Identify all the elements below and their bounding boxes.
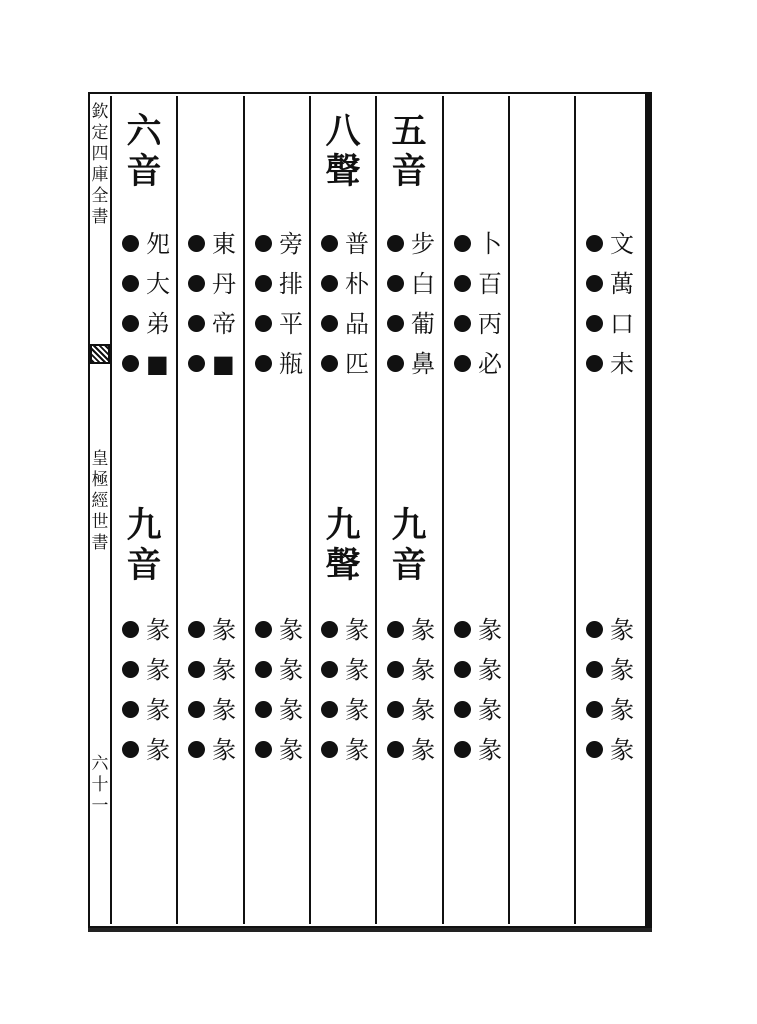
table-row xyxy=(377,652,441,688)
table-row xyxy=(444,612,508,648)
fishtail-mark xyxy=(90,334,110,374)
table-row xyxy=(245,266,309,302)
bullet-dot-icon xyxy=(122,621,139,638)
bullet-dot-icon xyxy=(255,741,272,758)
margin-page-number: 六 十 一 xyxy=(91,754,109,816)
character-cell: 彖 xyxy=(345,696,369,724)
character-cell: 彖 xyxy=(279,616,303,644)
table-row xyxy=(178,346,242,382)
bullet-dot-icon xyxy=(255,621,272,638)
bullet-dot-icon xyxy=(188,315,205,332)
table-row xyxy=(311,266,375,302)
bullet-dot-icon xyxy=(255,315,272,332)
table-row xyxy=(576,226,640,262)
bullet-dot-icon xyxy=(188,661,205,678)
bullet-dot-icon xyxy=(454,275,471,292)
margin-book-title: 皇 極 經 世 書 xyxy=(91,449,109,553)
bullet-dot-icon xyxy=(586,235,603,252)
table-row xyxy=(444,346,508,382)
table-row xyxy=(112,266,176,302)
character-cell: 普 xyxy=(345,230,369,258)
bottom-edge xyxy=(88,928,652,932)
column-1 xyxy=(110,96,176,924)
bullet-dot-icon xyxy=(586,661,603,678)
bullet-dot-icon xyxy=(122,315,139,332)
bullet-dot-icon xyxy=(255,275,272,292)
bullet-dot-icon xyxy=(188,701,205,718)
bullet-dot-icon xyxy=(586,621,603,638)
character-cell: 彖 xyxy=(610,656,634,684)
character-cell: 彖 xyxy=(212,616,236,644)
bullet-dot-icon xyxy=(255,235,272,252)
bullet-dot-icon xyxy=(586,315,603,332)
bullet-dot-icon xyxy=(321,355,338,372)
bullet-dot-icon xyxy=(321,235,338,252)
table-row xyxy=(444,692,508,728)
character-cell: 彖 xyxy=(146,656,170,684)
bullet-dot-icon xyxy=(387,315,404,332)
table-row xyxy=(245,732,309,768)
table-row xyxy=(178,306,242,342)
character-cell: 彖 xyxy=(146,736,170,764)
character-cell: 彖 xyxy=(411,656,435,684)
bullet-dot-icon xyxy=(387,661,404,678)
character-cell: 平 xyxy=(279,310,303,338)
character-cell: 排 xyxy=(279,270,303,298)
character-cell: 丙 xyxy=(478,310,502,338)
bullet-dot-icon xyxy=(586,701,603,718)
table-row xyxy=(311,692,375,728)
table-row xyxy=(377,612,441,648)
bullet-dot-icon xyxy=(321,741,338,758)
character-cell: 大 xyxy=(146,270,170,298)
table-row xyxy=(112,652,176,688)
table-row xyxy=(112,732,176,768)
margin-title: 欽 定 四 庫 全 書 xyxy=(91,102,109,227)
table-row xyxy=(377,266,441,302)
bullet-dot-icon xyxy=(188,235,205,252)
character-cell: ■ xyxy=(212,350,235,378)
column-8 xyxy=(574,96,640,924)
table-row xyxy=(178,692,242,728)
column-heading: 六 音 xyxy=(126,111,162,192)
table-row xyxy=(311,306,375,342)
character-cell: 彖 xyxy=(212,696,236,724)
character-cell: 彖 xyxy=(478,656,502,684)
character-cell: 彖 xyxy=(411,696,435,724)
character-cell: 旁 xyxy=(279,230,303,258)
character-cell: 文 xyxy=(610,230,634,258)
character-cell: 彖 xyxy=(478,616,502,644)
character-cell: 葡 xyxy=(411,310,435,338)
character-cell: 彖 xyxy=(345,656,369,684)
table-row xyxy=(576,266,640,302)
character-cell: 彖 xyxy=(279,656,303,684)
table-row xyxy=(112,306,176,342)
character-cell: 口 xyxy=(610,310,634,338)
character-cell: ■ xyxy=(146,350,169,378)
column-heading: 五 音 xyxy=(391,111,427,192)
bullet-dot-icon xyxy=(122,661,139,678)
bullet-dot-icon xyxy=(387,275,404,292)
bullet-dot-icon xyxy=(188,741,205,758)
bullet-dot-icon xyxy=(321,315,338,332)
column-7 xyxy=(508,96,574,924)
bullet-dot-icon xyxy=(454,741,471,758)
table-row xyxy=(178,652,242,688)
bullet-dot-icon xyxy=(255,701,272,718)
margin-strip xyxy=(90,94,110,926)
column-2 xyxy=(176,96,242,924)
character-cell: 品 xyxy=(345,310,369,338)
bullet-dot-icon xyxy=(255,661,272,678)
character-cell: 瓶 xyxy=(279,350,303,378)
character-cell: 東 xyxy=(212,230,236,258)
character-cell: 彖 xyxy=(345,616,369,644)
bullet-dot-icon xyxy=(122,355,139,372)
character-cell: 卜 xyxy=(478,230,502,258)
bullet-dot-icon xyxy=(454,661,471,678)
character-cell: 萬 xyxy=(610,270,634,298)
column-subheading: 九 聲 xyxy=(325,505,361,586)
table-row xyxy=(576,732,640,768)
table-row xyxy=(112,346,176,382)
bullet-dot-icon xyxy=(454,315,471,332)
bullet-dot-icon xyxy=(586,741,603,758)
table-row xyxy=(444,732,508,768)
table-row xyxy=(377,732,441,768)
character-cell: 必 xyxy=(478,350,502,378)
character-cell: 彖 xyxy=(478,696,502,724)
bullet-dot-icon xyxy=(387,235,404,252)
bullet-dot-icon xyxy=(586,275,603,292)
bullet-dot-icon xyxy=(454,701,471,718)
bullet-dot-icon xyxy=(122,741,139,758)
column-3 xyxy=(243,96,309,924)
bullet-dot-icon xyxy=(255,355,272,372)
character-cell: 丹 xyxy=(212,270,236,298)
column-subheading: 九 音 xyxy=(391,505,427,586)
column-5 xyxy=(375,96,441,924)
table-row xyxy=(178,732,242,768)
table-row xyxy=(444,266,508,302)
bullet-dot-icon xyxy=(454,235,471,252)
bullet-dot-icon xyxy=(321,621,338,638)
table-row xyxy=(576,612,640,648)
table-row xyxy=(245,346,309,382)
table-row xyxy=(444,226,508,262)
character-cell: 彖 xyxy=(411,616,435,644)
table-row xyxy=(444,306,508,342)
bullet-dot-icon xyxy=(454,621,471,638)
bullet-dot-icon xyxy=(586,355,603,372)
table-row xyxy=(311,612,375,648)
bullet-dot-icon xyxy=(122,275,139,292)
character-cell: 鼻 xyxy=(411,350,435,378)
bullet-dot-icon xyxy=(188,355,205,372)
table-row xyxy=(112,692,176,728)
table-row xyxy=(245,652,309,688)
table-row xyxy=(377,346,441,382)
table-row xyxy=(377,226,441,262)
bullet-dot-icon xyxy=(321,275,338,292)
table-row xyxy=(245,306,309,342)
bullet-dot-icon xyxy=(321,661,338,678)
table-row xyxy=(576,306,640,342)
character-cell: 彖 xyxy=(610,616,634,644)
bullet-dot-icon xyxy=(387,621,404,638)
character-cell: 彖 xyxy=(146,696,170,724)
table-row xyxy=(311,652,375,688)
character-cell: 彖 xyxy=(411,736,435,764)
column-4 xyxy=(309,96,375,924)
table-row xyxy=(245,226,309,262)
table-row xyxy=(444,652,508,688)
character-cell: 彖 xyxy=(610,736,634,764)
table-row xyxy=(178,612,242,648)
bullet-dot-icon xyxy=(387,701,404,718)
character-cell: 彖 xyxy=(345,736,369,764)
table-row xyxy=(245,612,309,648)
bullet-dot-icon xyxy=(188,275,205,292)
bullet-dot-icon xyxy=(188,621,205,638)
character-cell: 匹 xyxy=(345,350,369,378)
table-row xyxy=(178,266,242,302)
character-cell: 百 xyxy=(478,270,502,298)
bullet-dot-icon xyxy=(122,701,139,718)
bullet-dot-icon xyxy=(454,355,471,372)
character-cell: 彖 xyxy=(212,656,236,684)
column-6 xyxy=(442,96,508,924)
table-row xyxy=(112,226,176,262)
bullet-dot-icon xyxy=(122,235,139,252)
table-row xyxy=(311,226,375,262)
column-subheading: 九 音 xyxy=(126,505,162,586)
character-cell: 彖 xyxy=(478,736,502,764)
character-cell: 夗 xyxy=(146,230,170,258)
column-heading: 八 聲 xyxy=(325,111,361,192)
table-row xyxy=(311,732,375,768)
table-row xyxy=(245,692,309,728)
character-cell: 弟 xyxy=(146,310,170,338)
character-cell: 彖 xyxy=(610,696,634,724)
character-cell: 彖 xyxy=(212,736,236,764)
character-cell: 彖 xyxy=(279,696,303,724)
character-cell: 彖 xyxy=(146,616,170,644)
table-row xyxy=(311,346,375,382)
character-cell: 朴 xyxy=(345,270,369,298)
table-row xyxy=(377,692,441,728)
character-cell: 彖 xyxy=(279,736,303,764)
table-row xyxy=(178,226,242,262)
character-cell: 未 xyxy=(610,350,634,378)
table-row xyxy=(112,612,176,648)
table-row xyxy=(576,346,640,382)
character-cell: 白 xyxy=(411,270,435,298)
bullet-dot-icon xyxy=(387,741,404,758)
character-cell: 帝 xyxy=(212,310,236,338)
bullet-dot-icon xyxy=(387,355,404,372)
table-row xyxy=(377,306,441,342)
bullet-dot-icon xyxy=(321,701,338,718)
table-row xyxy=(576,652,640,688)
table-row xyxy=(576,692,640,728)
character-cell: 步 xyxy=(411,230,435,258)
